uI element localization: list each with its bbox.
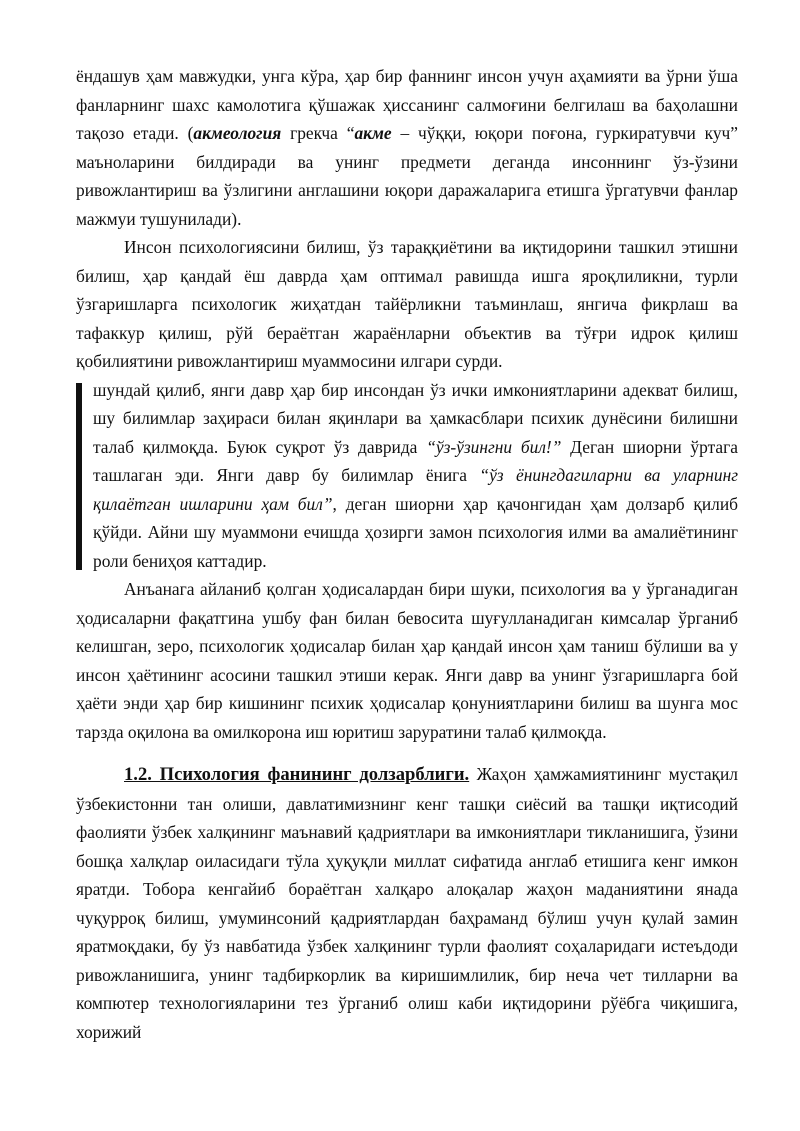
document-page bbox=[76, 62, 738, 1046]
paragraph-tradition: Анъанага айланиб қолган ҳодисалардан бири шуки, психология ва у ўрганадиган ҳодисаларни фақатгина ушбу фан билан бевосита шуғулланадиган кимсалар ўрганиб келишган, зеро, психологик ҳодисалар билан ҳар қандай инсон ҳам таниш бўлиши ва у инсон ҳаётининг асосини ташкил этиши керак. Янги давр ва унинг ўзгаришларга бой ҳаёти энди ҳар бир кишининг психик ҳодисалар қонуниятларини билиш ва шунга мос тарзда оқилона ва омилкорона иш юритиш заруратини талаб қилмоқда. bbox=[76, 579, 738, 742]
term-akme: акме bbox=[354, 123, 392, 143]
paragraph-human-psychology: Инсон психологиясини билиш, ўз тараққиётини ва иқтидорини ташкил этишни билиш, ҳар қандай ёш даврда ҳам оптимал равишда ишга яроқлиликни, турли ўзгаришларга психологик жиҳатдан тайёрликни таъминлаш, янгича фикрлаш ва тафаккур қилиш, рўй бераётган жараёнларни объектив ва тўғри идрок қилиш қобилиятини ривожлантириш муаммосини илгари сурди. bbox=[76, 237, 738, 371]
paragraph-text: ёндашув ҳам мавжудки, унга кўра, ҳар бир фаннинг инсон учун аҳамияти ва ўрни ўша фанларнинг шахс камолотига қўшажак ҳиссанинг салмоғини белгилаш ва баҳолашни тақозо етади. ( bbox=[76, 66, 738, 143]
highlighted-quote-block bbox=[76, 376, 738, 576]
term-akmeologiya: акмеология bbox=[193, 123, 282, 143]
quote-bar-marker bbox=[76, 383, 82, 571]
paragraph-text: грекча “ bbox=[281, 123, 355, 143]
quote-text: , деган шиорни ҳар қачонгидан ҳам долзарб қилиб қўйди. Айни шу муаммони ечишда ҳозирги замон психология илми ва амалиётининг роли бениҳоя каттадир. bbox=[93, 493, 738, 571]
section-text: Жаҳон ҳамжамиятининг мустақил ўзбекистонни тан олиши, давлатимизнинг кенг ташқи сиёсий ва ташқи иқтисодий фаолияти ўзбек халқининг маънавий қадриятлари ва имкониятлари тикланишига, ўзини бошқа халқлар оиласидаги тўла ҳуқуқли миллат сифатида англаб етишига кенг имкон яратди. Тобора кенгайиб бораётган халқаро алоқалар жаҳон маданиятини янада чуқурроқ билиш, умуминсоний қадриятлардан баҳраманд бўлиш учун қулай замин яратмоқдаки, бу ўз навбатида ўзбек халқининг турли фаолият соҳаларидаги истеъдоди ривожланишига, унинг тадбиркорлик ва киришимлилик, бир неча чет тилларни ва компютер технологияларини тез ўрганиб олиш каби иқтидорини рўёбга чиқишига, хорижий bbox=[76, 764, 738, 1042]
quote-text: Деган шиорни ўртага ташлаган эди. Янги давр бу билимлар ёнига bbox=[93, 436, 738, 485]
socrates-quote: “ўз-ўзингни бил!” bbox=[426, 436, 562, 457]
paragraph-text: – чўққи, юқори поғона, гуркиратувчи куч” маъноларини билдиради ва унинг предмети деганда инсоннинг ўз-ўзини ривожлантириш ва ўзлигини англашини юқори даражаларига етишга ўргатувчи фанлар мажмуи тушунилади). bbox=[76, 123, 738, 229]
section-1-2-paragraph bbox=[76, 760, 738, 1046]
section-heading: 1.2. Психология фанининг долзарблиги. bbox=[124, 764, 470, 785]
paragraph-akmeology bbox=[76, 62, 738, 233]
new-era-quote: “ўз ёнингдагиларни ва уларнинг қилаётган ишларини ҳам бил” bbox=[93, 465, 738, 514]
quote-text: шундай қилиб, янги давр ҳар бир инсондан ўз ички имкониятларини адекват билиш, шу билимлар заҳираси билан яқинлари ва ҳамкасблари психик дунёсини билишни талаб қилмоқда. Буюк суқрот ўз даврида bbox=[93, 379, 738, 457]
quote-paragraph bbox=[93, 376, 738, 576]
